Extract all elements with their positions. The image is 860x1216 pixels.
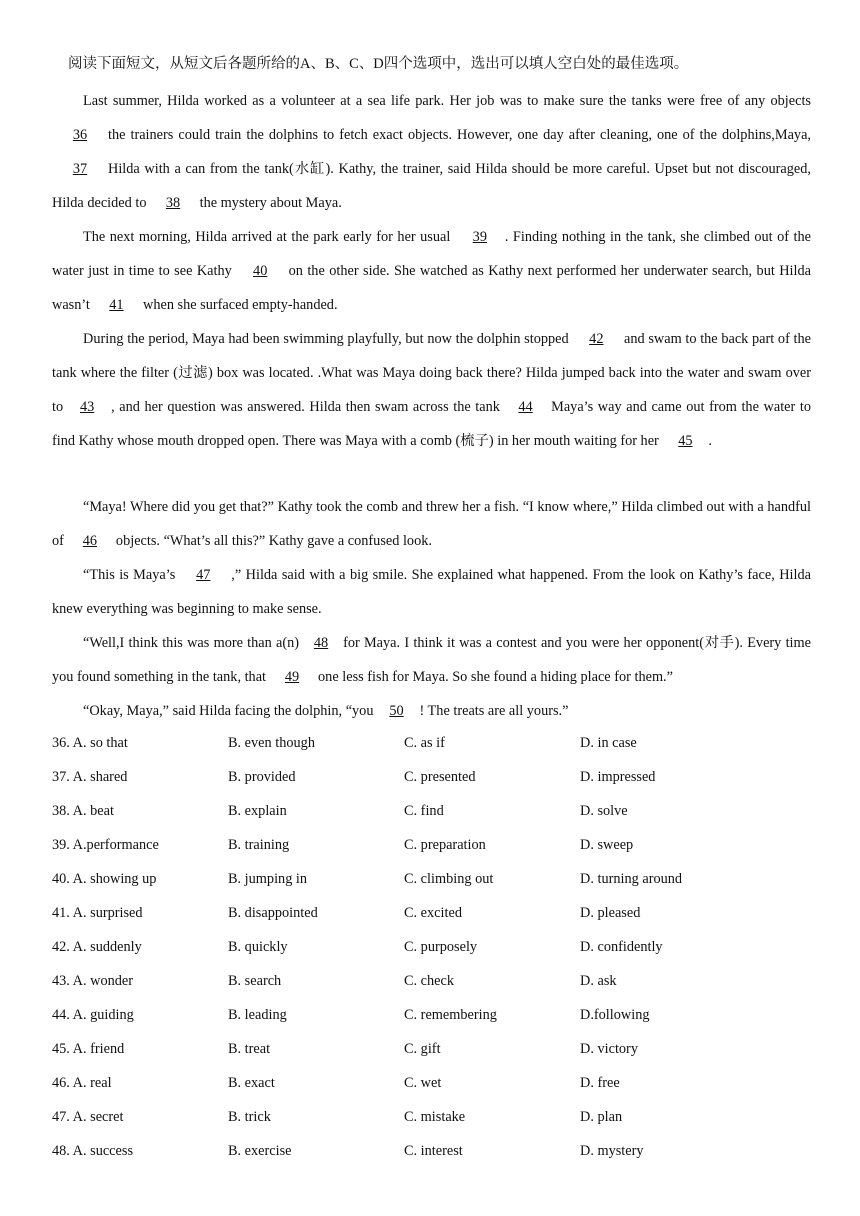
blank-39: 39 xyxy=(472,229,487,245)
passage-text: the trainers could train the dolphins to fetch exact objects. However, one day after cleaning, one of the dolphins,Maya, xyxy=(108,127,811,143)
blank-41: 41 xyxy=(109,297,124,313)
option-d: D. turning around xyxy=(580,871,683,887)
option-d: D.following xyxy=(580,1007,650,1023)
option-b: B. disappointed xyxy=(228,905,318,921)
passage-paragraph xyxy=(52,322,811,458)
option-b: B. explain xyxy=(228,803,287,819)
question-row xyxy=(52,726,812,760)
blank-38: 38 xyxy=(165,195,181,211)
blank-43: 43 xyxy=(79,399,95,415)
question-row xyxy=(52,1032,812,1066)
option-c: C. excited xyxy=(404,905,462,921)
question-row xyxy=(52,998,812,1032)
option-b: B. search xyxy=(228,973,282,989)
passage-paragraph xyxy=(52,694,811,728)
passage-text: Hilda with a can from the tank(水缸). Kathy, the trainer, said Hilda should be more careful. Upset but not discouraged, Hilda decided to xyxy=(52,161,811,211)
blank-46: 46 xyxy=(82,533,98,549)
option-a: 43. A. wonder xyxy=(52,973,134,989)
blank-48: 48 xyxy=(313,635,329,651)
blank-49: 49 xyxy=(284,669,300,685)
option-d: D. sweep xyxy=(580,837,634,853)
option-d: D. ask xyxy=(580,973,617,989)
option-b: B. even though xyxy=(228,735,315,751)
option-a: 45. A. friend xyxy=(52,1041,125,1057)
passage-text: “This is Maya’s xyxy=(83,567,176,583)
option-d: D. confidently xyxy=(580,939,663,955)
option-d: D. in case xyxy=(580,735,637,751)
option-a: 38. A. beat xyxy=(52,803,114,819)
passage-paragraph xyxy=(52,558,811,626)
passage-text: Last summer, Hilda worked as a volunteer at a sea life park. Her job was to make sure the tanks were free of any objects xyxy=(83,93,811,109)
option-a: 39. A.performance xyxy=(52,837,159,853)
option-a: 36. A. so that xyxy=(52,735,128,751)
option-d: D. free xyxy=(580,1075,620,1091)
question-row xyxy=(52,964,812,998)
passage-text: ,” Hilda said with a big smile. She explained what happened. From the look on Kathy’s face, Hilda knew everything was beginning to make sense. xyxy=(52,567,811,617)
blank-45: 45 xyxy=(678,433,693,449)
passage-text: Maya’s way and came out from the water to find Kathy whose mouth dropped open. There was Maya with a comb (梳子) in her mouth waiting for her xyxy=(52,399,811,449)
option-a: 44. A. guiding xyxy=(52,1007,134,1023)
option-c: C. find xyxy=(404,803,444,819)
blank-36: 36 xyxy=(72,127,88,143)
blank-47: 47 xyxy=(196,567,211,583)
passage-text: “Okay, Maya,” said Hilda facing the dolphin, “you xyxy=(83,703,374,719)
option-b: B. exercise xyxy=(228,1143,292,1159)
passage-text: ! The treats are all yours.” xyxy=(419,703,569,719)
option-a: 40. A. showing up xyxy=(52,871,157,887)
question-row xyxy=(52,1134,812,1168)
instructions: 阅读下面短文，从短文后各题所给的A、B、C、D四个选项中，选出可以填人空白处的最佳选项。 xyxy=(68,56,689,72)
question-row xyxy=(52,930,812,964)
option-c: C. wet xyxy=(404,1075,442,1091)
passage-text: one less fish for Maya. So she found a hiding place for them.” xyxy=(318,669,673,685)
option-b: B. treat xyxy=(228,1041,271,1057)
option-c: C. interest xyxy=(404,1143,463,1159)
question-row xyxy=(52,760,812,794)
option-c: C. check xyxy=(404,973,455,989)
option-d: D. pleased xyxy=(580,905,641,921)
question-row xyxy=(52,1066,812,1100)
passage-paragraph xyxy=(52,626,811,694)
option-a: 46. A. real xyxy=(52,1075,112,1091)
option-b: B. trick xyxy=(228,1109,271,1125)
option-b: B. quickly xyxy=(228,939,288,955)
blank-50: 50 xyxy=(389,703,404,719)
option-c: C. remembering xyxy=(404,1007,497,1023)
passage-text: and swam to the back part of the tank where the filter (过滤) box was located. .What was Maya doing back there? Hilda jumped back into the water and swam over to xyxy=(52,331,811,415)
passage-text: The next morning, Hilda arrived at the park early for her usual xyxy=(83,229,455,245)
blank-37: 37 xyxy=(72,161,88,177)
option-b: B. provided xyxy=(228,769,296,785)
blank-44: 44 xyxy=(518,399,533,415)
option-b: B. training xyxy=(228,837,290,853)
passage-paragraph xyxy=(52,220,811,322)
question-row xyxy=(52,794,812,828)
option-c: C. gift xyxy=(404,1041,441,1057)
option-c: C. mistake xyxy=(404,1109,466,1125)
option-a: 37. A. shared xyxy=(52,769,128,785)
option-d: D. mystery xyxy=(580,1143,644,1159)
passage-text: . Finding nothing in the tank, she climbed out of the water just in time to see Kathy xyxy=(52,229,811,279)
option-b: B. exact xyxy=(228,1075,275,1091)
question-row xyxy=(52,896,812,930)
passage-text: for Maya. I think it was a contest and you were her opponent(对手). Every time you found something in the tank, that xyxy=(52,635,811,685)
question-row xyxy=(52,828,812,862)
option-b: B. leading xyxy=(228,1007,287,1023)
option-d: D. plan xyxy=(580,1109,623,1125)
option-d: D. solve xyxy=(580,803,628,819)
option-d: D. impressed xyxy=(580,769,656,785)
option-d: D. victory xyxy=(580,1041,638,1057)
option-a: 42. A. suddenly xyxy=(52,939,142,955)
passage-paragraph xyxy=(52,490,811,558)
question-row xyxy=(52,862,812,896)
passage-text: . xyxy=(708,433,712,449)
option-c: C. as if xyxy=(404,735,445,751)
passage-text: , and her question was answered. Hilda then swam across the tank xyxy=(111,399,505,415)
option-a: 48. A. success xyxy=(52,1143,134,1159)
passage-text: on the other side. She watched as Kathy next performed her underwater search, but Hilda wasn’t xyxy=(52,263,811,313)
option-a: 41. A. surprised xyxy=(52,905,143,921)
option-b: B. jumping in xyxy=(228,871,308,887)
option-c: C. climbing out xyxy=(404,871,494,887)
passage-text: the mystery about Maya. xyxy=(196,195,342,211)
passage-text: objects. “What’s all this?” Kathy gave a confused look. xyxy=(115,533,432,549)
option-c: C. presented xyxy=(404,769,476,785)
passage-text: “Well,I think this was more than a(n) xyxy=(83,635,300,651)
blank-42: 42 xyxy=(589,331,604,347)
option-c: C. preparation xyxy=(404,837,486,853)
option-a: 47. A. secret xyxy=(52,1109,124,1125)
blank-40: 40 xyxy=(253,263,268,279)
passage-paragraph xyxy=(52,84,811,220)
option-c: C. purposely xyxy=(404,939,478,955)
passage-text: when she surfaced empty-handed. xyxy=(139,297,338,313)
passage-text: “Maya! Where did you get that?” Kathy took the comb and threw her a fish. “I know where,” Hilda climbed out with a handful of xyxy=(52,499,811,549)
passage-text: During the period, Maya had been swimming playfully, but now the dolphin stopped xyxy=(83,331,573,347)
question-row xyxy=(52,1100,812,1134)
